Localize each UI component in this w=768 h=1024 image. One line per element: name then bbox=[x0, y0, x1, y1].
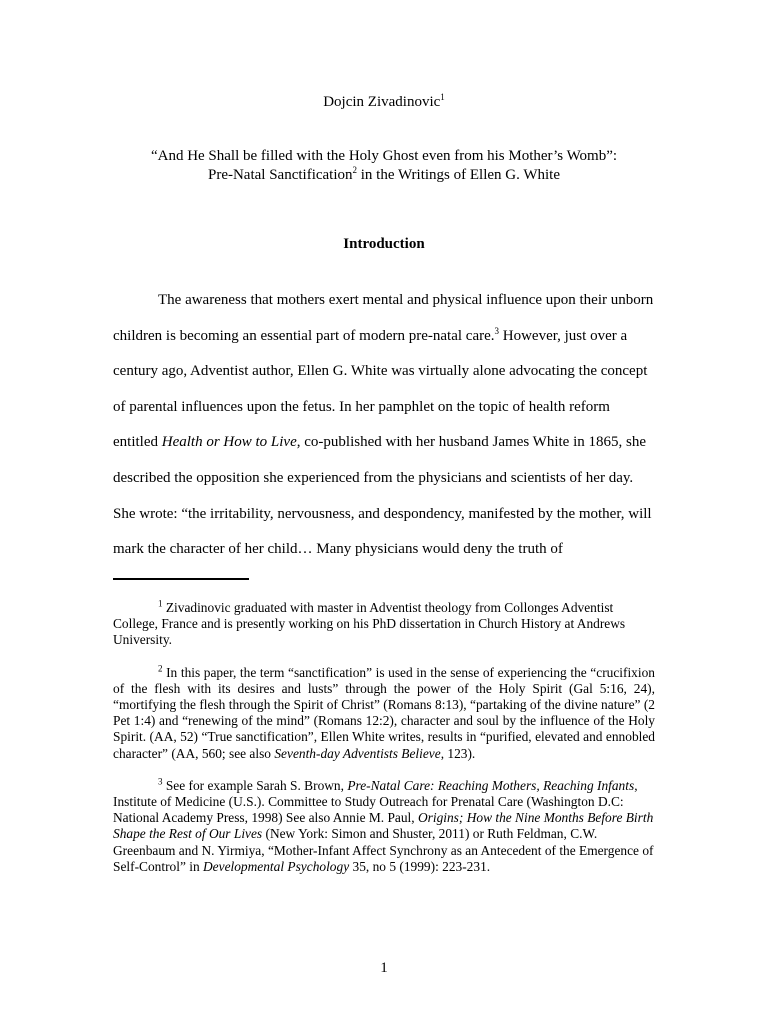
footnotes bbox=[113, 600, 655, 891]
body-text-part-1: The awareness that mothers exert mental and physical influence upon their unborn children is becoming an essential part of modern pre-natal care. bbox=[113, 292, 654, 344]
footnote-1-number: 1 bbox=[158, 598, 163, 609]
footnote-1 bbox=[113, 600, 655, 649]
book-title: Health or How to Live bbox=[161, 434, 297, 451]
body-paragraph bbox=[113, 283, 655, 568]
author-line bbox=[0, 93, 768, 111]
footnote-ref-2[interactable]: 2 bbox=[352, 165, 358, 175]
footnote-3 bbox=[113, 778, 655, 875]
footnote-separator bbox=[113, 578, 249, 580]
footnote-1-text: Zivadinovic graduated with master in Adventist theology from Collonges Adventist College, France and is presently working on his PhD dissertation in Church History at Andrews University. bbox=[113, 600, 626, 648]
footnote-3-text-c: (New York: Simon and Shuster, 2011) or Ruth Feldman, C.W. Greenbaum and N. Yirmiya, “Mother-Infant Affect Synchrony as an Antecedent of the Emergence of Self-Control” in bbox=[113, 826, 654, 874]
footnote-3-text-a: See for example Sarah S. Brown, bbox=[162, 777, 348, 793]
footnote-2-italic: Seventh-day Adventists Believe bbox=[274, 745, 441, 761]
body-text-part-3: , co-published with her husband James White in 1865, she described the opposition she experienced from the physicians and scientists of her day. She wrote: “the irritability, nervousness, and despondency, manifested by the mother, will mark the character of her child… Many physicians would deny the truth of bbox=[113, 434, 652, 558]
page-number: 1 bbox=[380, 960, 388, 976]
footnote-3-text-d: 35, no 5 (1999): 223-231. bbox=[349, 858, 491, 874]
footnote-3-number: 3 bbox=[158, 776, 163, 787]
footnote-3-italic-c: Developmental Psychology bbox=[203, 858, 350, 874]
title-line-2-end: in the Writings of Ellen G. White bbox=[357, 167, 560, 183]
paper-title bbox=[100, 147, 668, 185]
footnote-3-italic-b: Origins; How the Nine Months Before Birth Shape the Rest of Our Lives bbox=[113, 810, 654, 842]
footnote-2-text-a: In this paper, the term “sanctification” is used in the sense of experiencing the “crucifixion of the flesh with its desires and lusts” through the power of the Holy Spirit (Gal 5:16, 24), “mortifying the flesh through the Spirit of Christ” (Romans 8:13), “partaking of the divine nature” (2 Pet 1:4) and “renewing of the mind” (Romans 12:2), character and soul by the influence of the Holy Spirit. (AA, 52) “True sanctification”, Ellen White writes, results in “purified, elevated and ennobled character” (AA, 560; see also bbox=[113, 664, 655, 761]
footnote-ref-1[interactable]: 1 bbox=[440, 92, 445, 102]
footnote-ref-3[interactable]: 3 bbox=[494, 325, 500, 336]
body-text-part-2: However, just over a century ago, Adventist author, Ellen G. White was virtually alone advocating the concept of parental influences upon the fetus. In her pamphlet on the topic of health reform entitled bbox=[113, 327, 648, 451]
footnote-2-number: 2 bbox=[158, 663, 163, 674]
footnote-3-text-b: , Institute of Medicine (U.S.). Committee to Study Outreach for Prenatal Care (Washington D.C: National Academy Press, 1998) See also Annie M. Paul, bbox=[113, 777, 638, 826]
title-line-2 bbox=[100, 166, 668, 185]
title-line-1: “And He Shall be filled with the Holy Ghost even from his Mother’s Womb”: bbox=[150, 148, 618, 164]
author-name: Dojcin Zivadinovic bbox=[323, 94, 441, 110]
footnote-2-text-b: , 123). bbox=[440, 745, 476, 761]
title-line-2-start: Pre-Natal Sanctification bbox=[207, 167, 353, 183]
section-heading: Introduction bbox=[343, 236, 425, 252]
footnote-2 bbox=[113, 665, 655, 762]
footnote-3-italic-a: Pre-Natal Care: Reaching Mothers, Reaching Infants bbox=[347, 777, 635, 793]
